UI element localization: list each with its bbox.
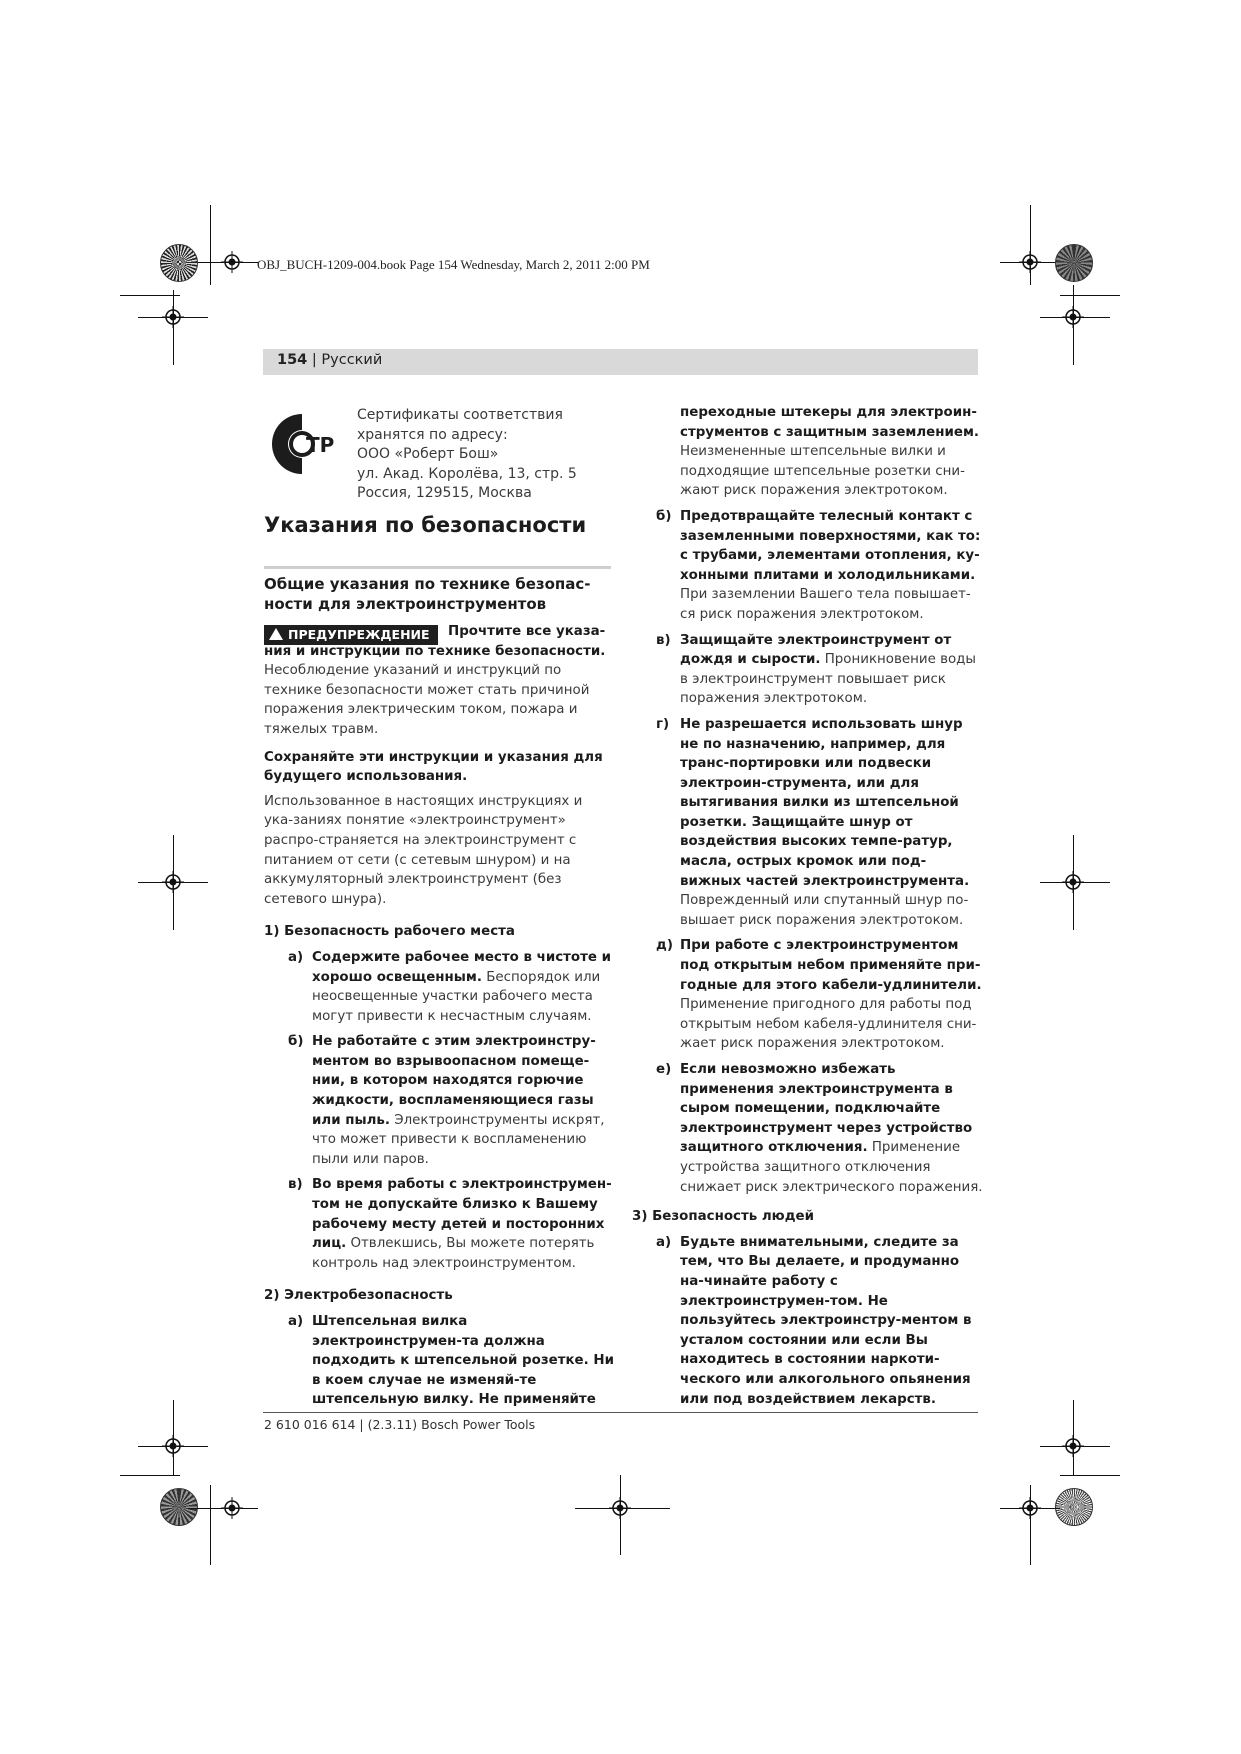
color-rosette-icon bbox=[1055, 1488, 1093, 1526]
item-bold: Содержите рабочее место в чистоте и хорошо освещенным. bbox=[312, 949, 611, 985]
cert-line: Сертификаты соответствия bbox=[357, 407, 563, 423]
item-label: б) bbox=[288, 1034, 304, 1050]
keep-instructions: Сохраняйте эти инструкции и указания для будущего использования. bbox=[264, 749, 603, 785]
cert-line: Россия, 129515, Москва bbox=[357, 485, 532, 502]
item-label: г) bbox=[656, 716, 670, 732]
item-label: б) bbox=[656, 508, 672, 524]
section-subtitle: Общие указания по технике безопас-ности для электроинструментов bbox=[264, 575, 591, 613]
color-rosette-icon bbox=[1055, 244, 1093, 282]
cert-line: ул. Акад. Королёва, 13, стр. 5 bbox=[357, 465, 577, 482]
warning-badge-label: ПРЕДУПРЕЖДЕНИЕ bbox=[288, 627, 430, 642]
list-item bbox=[656, 507, 984, 625]
crop-mark bbox=[210, 1485, 211, 1565]
item-text: Беспорядок или неосвещенные участки рабочего места могут привести к несчастным случаям. bbox=[312, 969, 601, 1024]
item-bold: Штепсельная вилка электроинструмен-та должна подходить к штепсельной розетке. Ни в коем случае не изменяй-те штепсельную вилку. Не применяйте bbox=[312, 1314, 614, 1408]
crop-mark bbox=[1040, 317, 1110, 318]
page-footer: 2 610 016 614 | (2.3.11) Bosch Power Tools bbox=[264, 1417, 536, 1432]
item-label: е) bbox=[656, 1062, 672, 1077]
crop-mark bbox=[1030, 205, 1031, 285]
left-column bbox=[264, 622, 614, 1410]
item-label: а) bbox=[288, 949, 304, 965]
page-title: Указания по безопасности bbox=[264, 513, 587, 537]
definition-paragraph: Использованное в настоящих инструкциях и ука-заниях понятие «электроинструмент» распро-страняется на электроинструмент с питанием от сети (с сетевым шнуром) и на аккумуляторный электроинструмент (без сетевого шнура). bbox=[264, 793, 583, 907]
list-item bbox=[288, 1312, 614, 1410]
registration-mark-icon bbox=[162, 871, 184, 893]
crop-mark bbox=[1060, 295, 1120, 296]
item-bold: При работе с электроинструментом под открытым небом применяйте при-годные для этого кабели-удлинители. bbox=[680, 938, 982, 993]
item-label: а) bbox=[288, 1314, 304, 1329]
list-item bbox=[656, 1060, 984, 1197]
registration-mark-icon bbox=[1019, 1497, 1041, 1519]
registration-mark-icon bbox=[1062, 1435, 1084, 1457]
print-info-line: OBJ_BUCH-1209-004.book Page 154 Wednesday, March 2, 2011 2:00 PM bbox=[257, 257, 650, 272]
registration-mark-icon bbox=[1019, 251, 1041, 273]
page-number: 154 bbox=[277, 352, 308, 368]
header-language: Русский bbox=[321, 352, 383, 368]
registration-mark-icon bbox=[221, 1497, 243, 1519]
item-text: Проникновение воды в электроинструмент повышает риск поражения электротоком. bbox=[680, 652, 976, 707]
list-item bbox=[656, 1233, 984, 1409]
item-text: Отвлекшись, Вы можете потерять контроль над электроинструментом. bbox=[312, 1236, 595, 1271]
cert-logo-letters: ТР bbox=[306, 433, 335, 457]
item-bold: Будьте внимательными, следите за тем, что Вы делаете, и продуманно на-чинайте работу с электроинструмен-том. Не пользуйтесь электроинстру-ментом в усталом состоянии или если Вы находитесь в состоянии наркоти-ческого или алкогольного опьянения или под воздействием лекарств. bbox=[680, 1234, 972, 1407]
item-bold: Если невозможно избежать применения электроинструмента в сыром помещении, подключайте электроинструмент через устройство защитного отключения. bbox=[680, 1062, 973, 1156]
crop-mark bbox=[210, 205, 211, 285]
registration-mark-icon bbox=[221, 251, 243, 273]
item-text: При заземлении Вашего тела повышает-ся риск поражения электротоком. bbox=[680, 587, 971, 622]
section-heading: 3) Безопасность людей bbox=[632, 1209, 814, 1225]
item-bold: Защищайте электроинструмент от дождя и сырости. bbox=[680, 632, 952, 668]
list-item-continued bbox=[656, 403, 984, 501]
section-heading: 2) Электробезопасность bbox=[264, 1288, 453, 1304]
warning-bold: Прочтите все указа-ния и инструкции по технике безопасности. bbox=[264, 624, 606, 659]
color-rosette-icon bbox=[160, 1488, 198, 1526]
crop-mark bbox=[1060, 1475, 1120, 1476]
header-separator: | bbox=[307, 352, 322, 368]
item-bold: Не работайте с этим электроинстру-ментом во взрывоопасном помеще-нии, в котором находятся горючие жидкости, воспламеняющиеся газы или пыль. bbox=[312, 1034, 596, 1128]
item-text: Поврежденный или спутанный шнур по-вышает риск поражения электротоком. bbox=[680, 893, 969, 928]
item-text: Электроинструменты искрят, что может привести к воспламенению пыли или паров. bbox=[312, 1112, 605, 1167]
crop-mark bbox=[120, 1475, 180, 1476]
list-item bbox=[288, 1175, 614, 1273]
page-header bbox=[277, 352, 382, 368]
right-column bbox=[632, 403, 984, 1409]
list-item bbox=[288, 1032, 614, 1169]
certificate-address bbox=[357, 406, 577, 504]
item-label: д) bbox=[656, 938, 673, 954]
item-bold: Во время работы с электроинструмен-том не допускайте близко к Вашему рабочему месту детей и посторонних лиц. bbox=[312, 1177, 612, 1252]
item-text: Применение пригодного для работы под открытым небом кабеля-удлинителя сни-жает риск поражения электротоком. bbox=[680, 997, 977, 1052]
item-bold: Предотвращайте телесный контакт с заземленными поверхностями, как то: с трубами, элементами отопления, ку-хонными плитами и холодильниками. bbox=[680, 508, 981, 583]
title-divider bbox=[264, 566, 611, 569]
item-text: Применение устройства защитного отключения снижает риск электрического поражения. bbox=[680, 1140, 983, 1195]
list-item bbox=[656, 936, 984, 1054]
cert-line: ООО «Роберт Бош» bbox=[357, 446, 499, 463]
item-label: в) bbox=[656, 632, 671, 648]
item-label: в) bbox=[288, 1177, 303, 1193]
section-heading: 1) Безопасность рабочего места bbox=[264, 924, 515, 940]
registration-mark-icon bbox=[609, 1497, 631, 1519]
registration-mark-icon bbox=[162, 1435, 184, 1457]
crop-mark bbox=[120, 295, 180, 296]
list-item bbox=[656, 631, 984, 709]
warning-paragraph bbox=[264, 622, 614, 740]
cert-line: хранятся по адресу: bbox=[357, 426, 508, 443]
warning-triangle-icon: ! bbox=[269, 628, 283, 640]
item-bold: Не разрешается использовать шнур не по назначению, например, для транс-портировки или подвески электроин-струмента, или для вытягивания вилки из штепсельной розетки. Защищайте шнур от воздействия высоких темпе-ратур, масла, острых кромок или под-вижных частей электроинструмента. bbox=[680, 716, 970, 889]
crop-mark bbox=[138, 317, 208, 318]
item-text: Неизмененные штепсельные вилки и подходящие штепсельные розетки сни-жают риск поражения электротоком. bbox=[680, 444, 965, 499]
footer-divider bbox=[263, 1412, 978, 1413]
registration-mark-icon bbox=[1062, 871, 1084, 893]
section2-list bbox=[288, 1312, 614, 1410]
eac-cert-logo-icon bbox=[262, 410, 342, 478]
item-label: а) bbox=[656, 1234, 672, 1250]
section1-list bbox=[288, 948, 614, 1274]
list-item bbox=[288, 948, 614, 1026]
warning-text: Несоблюдение указаний и инструкций по технике безопасности может стать причиной поражения электрическим током, пожара и тяжелых травм. bbox=[264, 663, 590, 737]
list-item bbox=[656, 715, 984, 931]
item-bold: переходные штекеры для электроин-струментов с защитным заземлением. bbox=[680, 405, 979, 440]
color-rosette-icon bbox=[160, 244, 198, 282]
